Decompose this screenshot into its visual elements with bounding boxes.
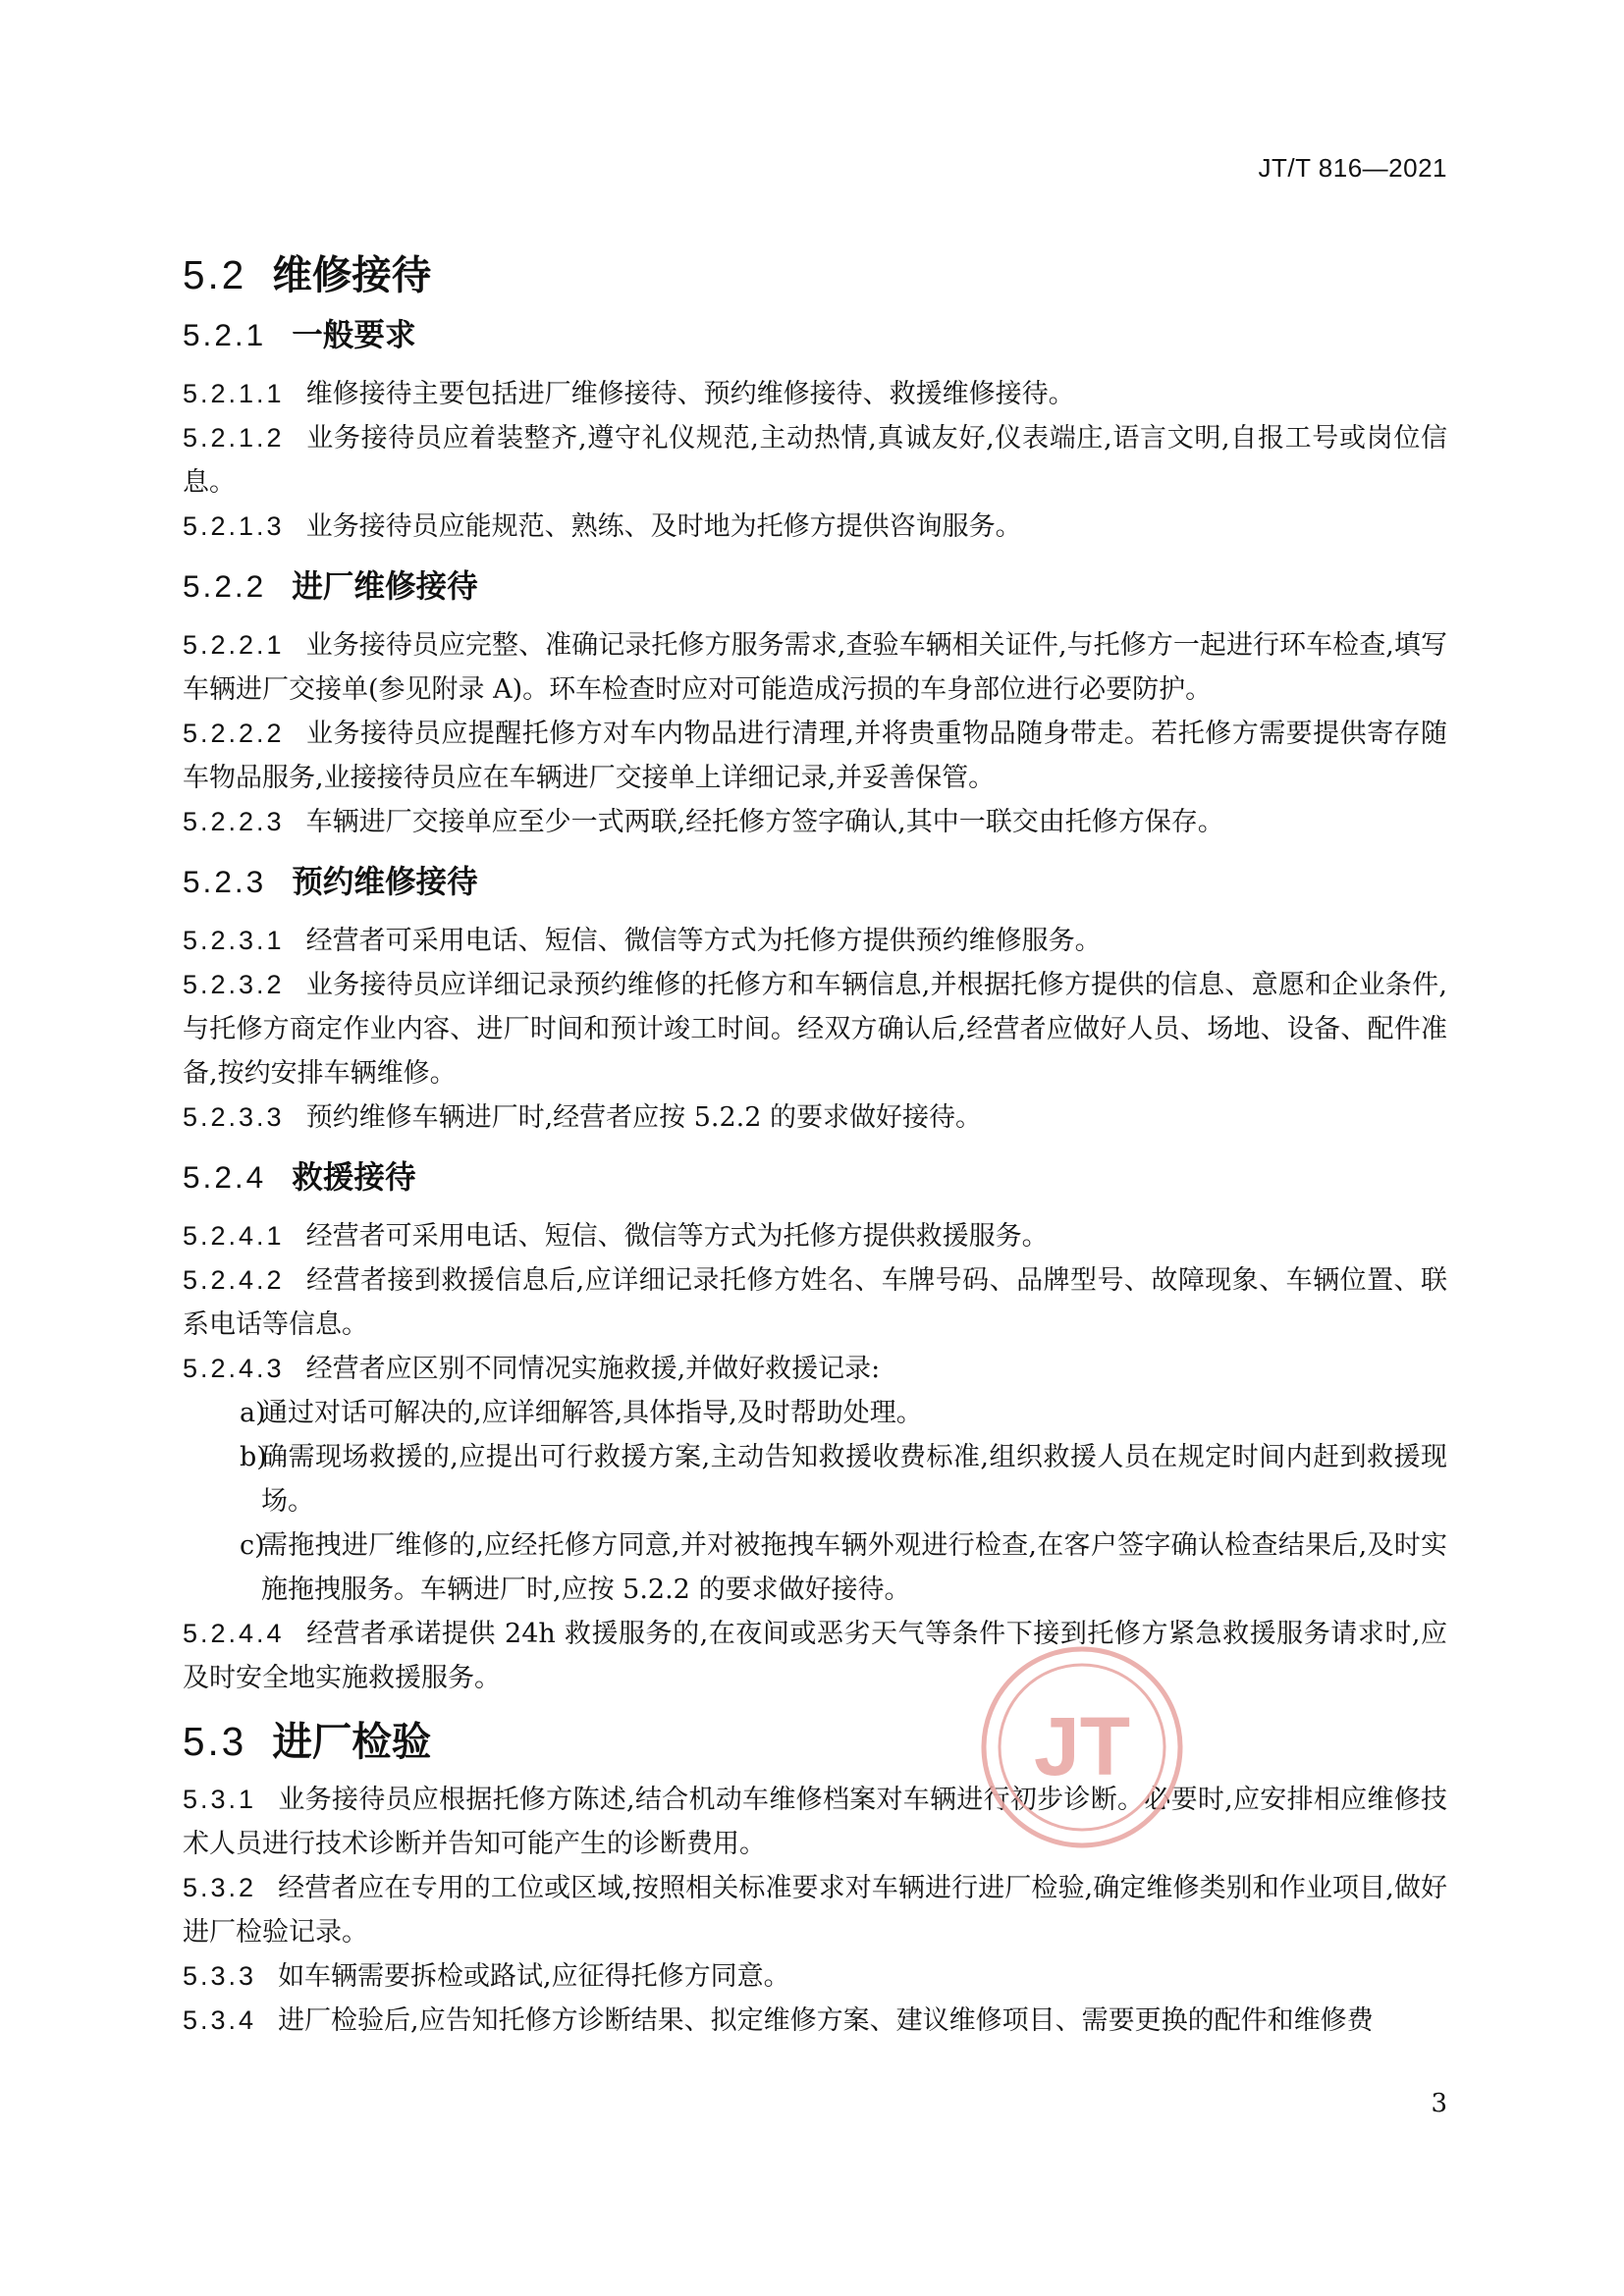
clause-paragraph (183, 1999, 1447, 2043)
subsection-number: 5.2.3 (183, 864, 267, 899)
clause-paragraph (183, 1866, 1447, 1954)
subsection-title: 预约维修接待 (292, 865, 478, 900)
clause-paragraph (183, 1258, 1447, 1347)
list-item (183, 1391, 1447, 1435)
list-item-text: 通过对话可解决的,应详细解答,具体指导,及时帮助处理。 (261, 1398, 923, 1428)
document-code: JT/T 816—2021 (1258, 153, 1447, 183)
clause-number: 5.3.1 (183, 1785, 257, 1814)
section-title: 进厂检验 (272, 1718, 432, 1765)
subsection-heading (183, 564, 1447, 610)
clause-paragraph (183, 1612, 1447, 1700)
clause-number: 5.2.3.3 (183, 1102, 285, 1132)
clause-text: 进厂检验后,应告知托修方诊断结果、拟定维修方案、建议维修项目、需要更换的配件和维修费 (278, 2005, 1374, 2036)
seal-text: JT (1033, 1700, 1131, 1792)
clause-text: 业务接待员应完整、准确记录托修方服务需求,查验车辆相关证件,与托修方一起进行环车检查,填写车辆进厂交接单(参见附录 A)。环车检查时应对可能造成污损的车身部位进行必要防护。 (183, 630, 1447, 705)
clause-number: 5.2.4.1 (183, 1221, 285, 1251)
list-marker: c) (240, 1530, 265, 1561)
page-number: 3 (1431, 2089, 1447, 2118)
clause-text: 经营者应区别不同情况实施救援,并做好救援记录: (305, 1354, 881, 1384)
list-marker: a) (240, 1398, 266, 1428)
subsection-number: 5.2.1 (183, 317, 267, 352)
clause-text: 业务接待员应能规范、熟练、及时地为托修方提供咨询服务。 (305, 511, 1022, 542)
subsection-number: 5.2.4 (183, 1159, 267, 1195)
subsection-title: 救援接待 (292, 1160, 416, 1196)
clause-paragraph (183, 1778, 1447, 1866)
clause-paragraph (183, 1095, 1447, 1140)
list-item (183, 1523, 1447, 1612)
clause-text: 经营者接到救援信息后,应详细记录托修方姓名、车牌号码、品牌型号、故障现象、车辆位置、联系电话等信息。 (183, 1265, 1447, 1340)
clause-paragraph (183, 416, 1447, 505)
section-heading (183, 253, 1447, 297)
clause-paragraph (183, 623, 1447, 712)
jt-seal-watermark (978, 1643, 1186, 1851)
clause-number: 5.3.4 (183, 2005, 257, 2035)
clause-number: 5.2.4.2 (183, 1265, 285, 1295)
subsection-number: 5.2.2 (183, 568, 267, 604)
subsection-heading (183, 313, 1447, 358)
clause-number: 5.2.4.3 (183, 1354, 285, 1383)
clause-text: 经营者承诺提供 24h 救援服务的,在夜间或恶劣天气等条件下接到托修方紧急救援服务请求时,应及时安全地实施救援服务。 (183, 1619, 1447, 1693)
clause-number: 5.2.4.4 (183, 1619, 285, 1648)
clause-paragraph (183, 800, 1447, 844)
clause-paragraph (183, 712, 1447, 800)
clause-paragraph (183, 963, 1447, 1095)
clause-paragraph (183, 372, 1447, 416)
section-number: 5.3 (183, 1719, 247, 1764)
clause-number: 5.2.1.1 (183, 379, 285, 408)
clause-number: 5.3.2 (183, 1873, 257, 1902)
clause-text: 经营者可采用电话、短信、微信等方式为托修方提供救援服务。 (305, 1221, 1049, 1252)
clause-number: 5.2.3.2 (183, 970, 285, 999)
clause-text: 经营者可采用电话、短信、微信等方式为托修方提供预约维修服务。 (305, 926, 1102, 956)
section-heading (183, 1720, 1447, 1764)
clause-paragraph (183, 1954, 1447, 1999)
clause-paragraph (183, 505, 1447, 549)
clause-text: 业务接待员应提醒托修方对车内物品进行清理,并将贵重物品随身带走。若托修方需要提供寄存随车物品服务,业接接待员应在车辆进厂交接单上详细记录,并妥善保管。 (183, 719, 1447, 793)
section-title: 维修接待 (272, 251, 432, 298)
clause-text: 业务接待员应着装整齐,遵守礼仪规范,主动热情,真诚友好,仪表端庄,语言文明,自报工号或岗位信息。 (183, 423, 1447, 498)
clause-number: 5.2.2.3 (183, 807, 285, 836)
clause-number: 5.2.2.1 (183, 630, 285, 660)
document-body (183, 253, 1447, 2043)
clause-paragraph (183, 919, 1447, 963)
clause-number: 5.2.3.1 (183, 926, 285, 955)
list-item-text: 需拖拽进厂维修的,应经托修方同意,并对被拖拽车辆外观进行检查,在客户签字确认检查结果后,及时实施拖拽服务。车辆进厂时,应按 5.2.2 的要求做好接待。 (261, 1530, 1447, 1605)
clause-number: 5.2.2.2 (183, 719, 285, 748)
clause-text: 预约维修车辆进厂时,经营者应按 5.2.2 的要求做好接待。 (305, 1102, 983, 1133)
clause-number: 5.2.1.2 (183, 423, 285, 453)
section-number: 5.2 (183, 252, 247, 297)
subsection-heading (183, 1155, 1447, 1201)
clause-text: 车辆进厂交接单应至少一式两联,经托修方签字确认,其中一联交由托修方保存。 (305, 807, 1224, 837)
subsection-heading (183, 860, 1447, 905)
clause-text: 维修接待主要包括进厂维修接待、预约维修接待、救援维修接待。 (305, 379, 1075, 409)
clause-number: 5.2.1.3 (183, 511, 285, 541)
list-item (183, 1435, 1447, 1523)
clause-paragraph (183, 1214, 1447, 1258)
clause-text: 如车辆需要拆检或路试,应征得托修方同意。 (278, 1961, 790, 1992)
clause-text: 业务接待员应详细记录预约维修的托修方和车辆信息,并根据托修方提供的信息、意愿和企业条件,与托修方商定作业内容、进厂时间和预计竣工时间。经双方确认后,经营者应做好人员、场地、设备、配件准备,按约安排车辆维修。 (183, 970, 1447, 1089)
subsection-title: 进厂维修接待 (292, 569, 478, 605)
clause-text: 业务接待员应根据托修方陈述,结合机动车维修档案对车辆进行初步诊断。必要时,应安排相应维修技术人员进行技术诊断并告知可能产生的诊断费用。 (183, 1785, 1447, 1859)
clause-paragraph (183, 1347, 1447, 1391)
list-marker: b) (240, 1442, 267, 1472)
clause-number: 5.3.3 (183, 1961, 257, 1991)
list-item-text: 确需现场救援的,应提出可行救援方案,主动告知救援收费标准,组织救援人员在规定时间内赶到救援现场。 (261, 1442, 1447, 1517)
clause-text: 经营者应在专用的工位或区域,按照相关标准要求对车辆进行进厂检验,确定维修类别和作业项目,做好进厂检验记录。 (183, 1873, 1447, 1948)
subsection-title: 一般要求 (292, 318, 416, 353)
